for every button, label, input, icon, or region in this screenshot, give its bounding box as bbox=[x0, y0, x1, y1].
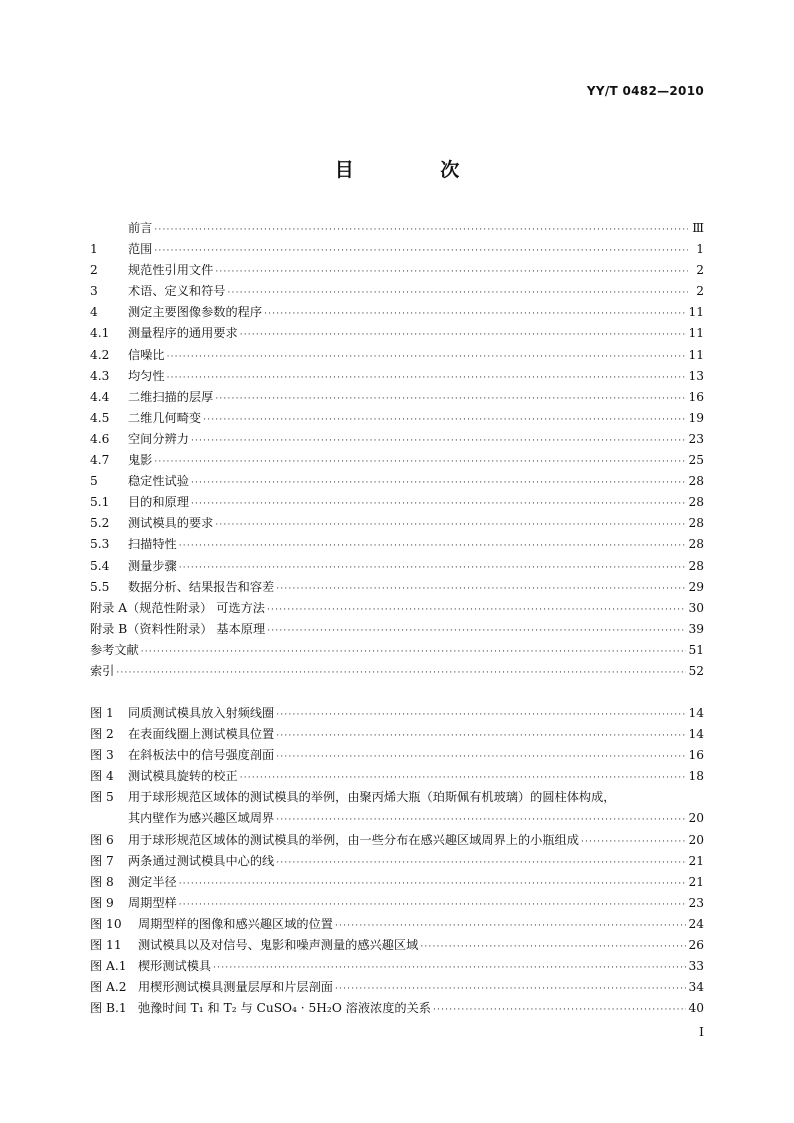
figure-number: 图 3 bbox=[90, 748, 114, 763]
toc-entry-number: 4.1 bbox=[90, 326, 110, 341]
toc-entry-number: 5.4 bbox=[90, 558, 110, 573]
figure-page: 34 bbox=[688, 980, 704, 995]
toc-entry-number: 5.1 bbox=[90, 495, 110, 510]
leader-dots bbox=[116, 663, 686, 684]
toc-entry[interactable] bbox=[90, 323, 704, 344]
figure-page: 40 bbox=[688, 1001, 704, 1016]
leader-dots bbox=[240, 325, 687, 346]
leader-dots bbox=[154, 452, 686, 473]
toc-entry-page: 51 bbox=[688, 642, 704, 657]
toc-entry-label: 数据分析、结果报告和容差 bbox=[128, 579, 275, 594]
toc-entry-number: 5 bbox=[90, 474, 98, 489]
figure-number: 图 7 bbox=[90, 853, 114, 868]
figure-label: 周期型样的图像和感兴趣区域的位置 bbox=[138, 916, 333, 931]
leader-dots bbox=[276, 747, 686, 768]
leader-dots bbox=[276, 810, 686, 831]
figure-entry[interactable] bbox=[90, 851, 704, 872]
toc-entry-number: 4.4 bbox=[90, 389, 110, 404]
leader-dots bbox=[276, 853, 686, 874]
toc-entry-page: 52 bbox=[688, 663, 704, 678]
toc-entry-page: 11 bbox=[688, 347, 704, 362]
figure-entry[interactable] bbox=[90, 745, 704, 766]
toc-entry[interactable] bbox=[90, 619, 704, 640]
toc-entry[interactable] bbox=[90, 513, 704, 534]
leader-dots bbox=[179, 536, 687, 557]
figure-number: 图 8 bbox=[90, 874, 114, 889]
toc-entry-number: 4.5 bbox=[90, 410, 110, 425]
toc-entry-page: 16 bbox=[688, 389, 704, 404]
leader-dots bbox=[167, 368, 687, 389]
toc-entry-label: 前言 bbox=[128, 221, 153, 235]
toc-entry-label: 鬼影 bbox=[128, 453, 153, 468]
toc-entry-label: 信噪比 bbox=[128, 347, 165, 362]
figure-page: 18 bbox=[688, 769, 704, 784]
leader-dots bbox=[154, 220, 688, 241]
figure-number: 图 A.1 bbox=[90, 959, 127, 974]
figure-number: 图 6 bbox=[90, 832, 114, 847]
toc-entry[interactable] bbox=[90, 471, 704, 492]
figure-page: 21 bbox=[688, 853, 704, 868]
figure-number: 图 A.2 bbox=[90, 980, 127, 995]
figure-label: 周期型样 bbox=[128, 895, 177, 910]
figure-entry[interactable] bbox=[90, 830, 704, 851]
toc-entry[interactable] bbox=[90, 534, 704, 555]
figure-page: 23 bbox=[688, 895, 704, 910]
toc-entry-number: 4.2 bbox=[90, 347, 110, 362]
page-title: 目 次 bbox=[334, 159, 500, 181]
leader-dots bbox=[264, 304, 686, 325]
leader-dots bbox=[215, 389, 686, 410]
figure-page: 20 bbox=[688, 811, 704, 826]
figure-entry[interactable] bbox=[90, 935, 704, 956]
toc-entry[interactable] bbox=[90, 302, 704, 323]
figure-page: 14 bbox=[688, 727, 704, 742]
figure-entry[interactable] bbox=[90, 914, 704, 935]
figure-page: 14 bbox=[688, 706, 704, 720]
figure-page: 16 bbox=[688, 748, 704, 763]
toc-entry[interactable] bbox=[90, 429, 704, 450]
toc-entry-label: 测定主要图像参数的程序 bbox=[128, 305, 263, 320]
leader-dots bbox=[215, 262, 688, 283]
leader-dots bbox=[581, 832, 687, 853]
toc-entry[interactable] bbox=[90, 239, 704, 260]
toc-entry[interactable] bbox=[90, 450, 704, 471]
toc-entry-page: Ⅲ bbox=[692, 221, 704, 235]
figure-entry[interactable] bbox=[90, 766, 704, 787]
toc-entry-number: 2 bbox=[90, 263, 98, 278]
figure-entry[interactable] bbox=[90, 977, 704, 998]
leader-dots bbox=[420, 937, 686, 958]
leader-dots bbox=[191, 494, 687, 515]
toc-entry[interactable] bbox=[90, 492, 704, 513]
figure-number: 图 4 bbox=[90, 769, 114, 784]
leader-dots bbox=[240, 768, 687, 789]
figure-label: 测试模具以及对信号、鬼影和噪声测量的感兴趣区域 bbox=[138, 938, 419, 953]
toc-entry-label: 参考文献 bbox=[90, 642, 139, 657]
leader-dots bbox=[167, 347, 687, 368]
toc-list bbox=[90, 218, 704, 682]
toc-entry-page: 28 bbox=[688, 495, 704, 510]
figure-label: 测试模具旋转的校正 bbox=[128, 769, 238, 784]
figure-page: 33 bbox=[688, 959, 704, 974]
figure-entry[interactable] bbox=[90, 787, 704, 808]
leader-dots bbox=[276, 705, 686, 726]
toc-entry-page: 28 bbox=[688, 516, 704, 531]
toc-entry-page: 2 bbox=[696, 263, 704, 278]
toc-entry-number: 1 bbox=[90, 242, 98, 257]
figure-list bbox=[90, 703, 704, 1019]
leader-dots bbox=[215, 515, 686, 536]
toc-entry[interactable] bbox=[90, 345, 704, 366]
toc-entry-page: 1 bbox=[696, 242, 704, 257]
leader-dots bbox=[267, 600, 686, 621]
toc-entry[interactable] bbox=[90, 366, 704, 387]
leader-dots bbox=[267, 621, 686, 642]
figure-number: 图 11 bbox=[90, 938, 122, 953]
figure-page: 26 bbox=[688, 938, 704, 953]
toc-entry-page: 28 bbox=[688, 474, 704, 489]
figure-entry[interactable] bbox=[90, 893, 704, 914]
toc-entry-label: 索引 bbox=[90, 663, 115, 678]
figure-label: 用于球形规范区域体的测试模具的举例，由一些分布在感兴趣区域周界上的小瓶组成 bbox=[128, 832, 579, 847]
toc-entry-label: 二维扫描的层厚 bbox=[128, 389, 214, 404]
leader-dots bbox=[213, 958, 686, 979]
toc-entry-page: 28 bbox=[688, 537, 704, 552]
leader-dots bbox=[141, 642, 687, 663]
toc-entry-page: 13 bbox=[688, 368, 704, 383]
toc-entry-label: 目的和原理 bbox=[128, 495, 189, 510]
figure-number: 图 1 bbox=[90, 706, 114, 720]
toc-entry-number: 4 bbox=[90, 305, 98, 320]
toc-entry-number: 4.6 bbox=[90, 431, 110, 446]
toc-entry-number: 4.3 bbox=[90, 368, 110, 383]
leader-dots bbox=[179, 874, 687, 895]
figure-label: 用楔形测试模具测量层厚和片层剖面 bbox=[138, 980, 333, 995]
toc-entry-number: 3 bbox=[90, 284, 98, 299]
figure-label: 弛豫时间 T₁ 和 T₂ 与 CuSO₄ · 5H₂O 溶液浓度的关系 bbox=[138, 1001, 431, 1016]
standard-code: YY/T 0482—2010 bbox=[586, 84, 704, 98]
leader-dots bbox=[191, 431, 687, 452]
toc-entry-label: 范围 bbox=[128, 242, 153, 257]
figure-number: 图 10 bbox=[90, 916, 122, 931]
figure-label: 在斜板法中的信号强度剖面 bbox=[128, 748, 275, 763]
toc-entry[interactable] bbox=[90, 408, 704, 429]
leader-dots bbox=[203, 410, 686, 431]
toc-entry-label: 测量步骤 bbox=[128, 558, 177, 573]
figure-label: 在表面线圈上测试模具位置 bbox=[128, 727, 275, 742]
toc-entry-number: 5.3 bbox=[90, 537, 110, 552]
figure-number: 图 9 bbox=[90, 895, 114, 910]
toc-entry-label: 附录 A（规范性附录） 可选方法 bbox=[90, 600, 265, 615]
toc-entry-page: 30 bbox=[688, 600, 704, 615]
toc-entry-label: 稳定性试验 bbox=[128, 474, 189, 489]
page-number: Ⅰ bbox=[699, 1024, 704, 1039]
figure-page: 21 bbox=[688, 874, 704, 889]
toc-entry-page: 2 bbox=[696, 284, 704, 299]
leader-dots bbox=[228, 283, 689, 304]
toc-entry-page: 23 bbox=[688, 431, 704, 446]
figure-label: 同质测试模具放入射频线圈 bbox=[128, 706, 275, 720]
figure-label: 楔形测试模具 bbox=[138, 959, 212, 974]
figure-page: 20 bbox=[688, 832, 704, 847]
figure-page: 24 bbox=[688, 916, 704, 931]
toc-entry-label: 附录 B（资料性附录） 基本原理 bbox=[90, 621, 266, 636]
toc-entry-page: 39 bbox=[688, 621, 704, 636]
toc-entry-label: 测试模具的要求 bbox=[128, 516, 214, 531]
figure-entry[interactable] bbox=[90, 703, 704, 724]
toc-entry-label: 二维几何畸变 bbox=[128, 410, 202, 425]
toc-entry-page: 11 bbox=[688, 326, 704, 341]
figure-entry-continuation[interactable] bbox=[90, 808, 704, 829]
figure-label: 用于球形规范区域体的测试模具的举例，由聚丙烯大瓶（珀斯佩有机玻璃）的圆柱体构成， bbox=[128, 790, 616, 805]
figure-label: 两条通过测试模具中心的线 bbox=[128, 853, 275, 868]
toc-entry-label: 术语、定义和符号 bbox=[128, 284, 226, 299]
leader-dots bbox=[154, 241, 688, 262]
figure-entry[interactable] bbox=[90, 956, 704, 977]
toc-entry-label: 空间分辨力 bbox=[128, 431, 189, 446]
leader-dots bbox=[335, 916, 686, 937]
figure-label: 测定半径 bbox=[128, 874, 177, 889]
toc-entry[interactable] bbox=[90, 387, 704, 408]
figure-entry[interactable] bbox=[90, 872, 704, 893]
toc-entry-page: 11 bbox=[688, 305, 704, 320]
leader-dots bbox=[433, 1000, 686, 1021]
toc-entry-label: 测量程序的通用要求 bbox=[128, 326, 238, 341]
figure-label-continued: 其内壁作为感兴趣区域周界 bbox=[128, 811, 275, 826]
leader-dots bbox=[179, 558, 687, 579]
toc-entry-page: 28 bbox=[688, 558, 704, 573]
toc-entry-number: 5.5 bbox=[90, 579, 110, 594]
toc-entry-page: 19 bbox=[688, 410, 704, 425]
toc-entry[interactable] bbox=[90, 598, 704, 619]
toc-entry-page: 25 bbox=[688, 453, 704, 468]
leader-dots bbox=[191, 473, 687, 494]
leader-dots bbox=[276, 579, 686, 600]
toc-entry-number: 4.7 bbox=[90, 453, 110, 468]
toc-entry-label: 规范性引用文件 bbox=[128, 263, 214, 278]
toc-entry[interactable] bbox=[90, 218, 704, 239]
figure-number: 图 2 bbox=[90, 727, 114, 742]
toc-entry[interactable] bbox=[90, 640, 704, 661]
toc-entry[interactable] bbox=[90, 556, 704, 577]
figure-number: 图 B.1 bbox=[90, 1001, 127, 1016]
toc-entry[interactable] bbox=[90, 260, 704, 281]
toc-entry-page: 29 bbox=[688, 579, 704, 594]
figure-number: 图 5 bbox=[90, 790, 114, 805]
toc-entry-number: 5.2 bbox=[90, 516, 110, 531]
toc-entry-label: 扫描特性 bbox=[128, 537, 177, 552]
figure-entry[interactable] bbox=[90, 724, 704, 745]
leader-dots bbox=[335, 979, 686, 1000]
toc-entry[interactable] bbox=[90, 281, 704, 302]
leader-dots bbox=[179, 895, 687, 916]
figure-entry[interactable] bbox=[90, 998, 704, 1019]
leader-dots bbox=[276, 726, 686, 747]
toc-entry[interactable] bbox=[90, 577, 704, 598]
toc-entry[interactable] bbox=[90, 661, 704, 682]
toc-entry-label: 均匀性 bbox=[128, 368, 165, 383]
